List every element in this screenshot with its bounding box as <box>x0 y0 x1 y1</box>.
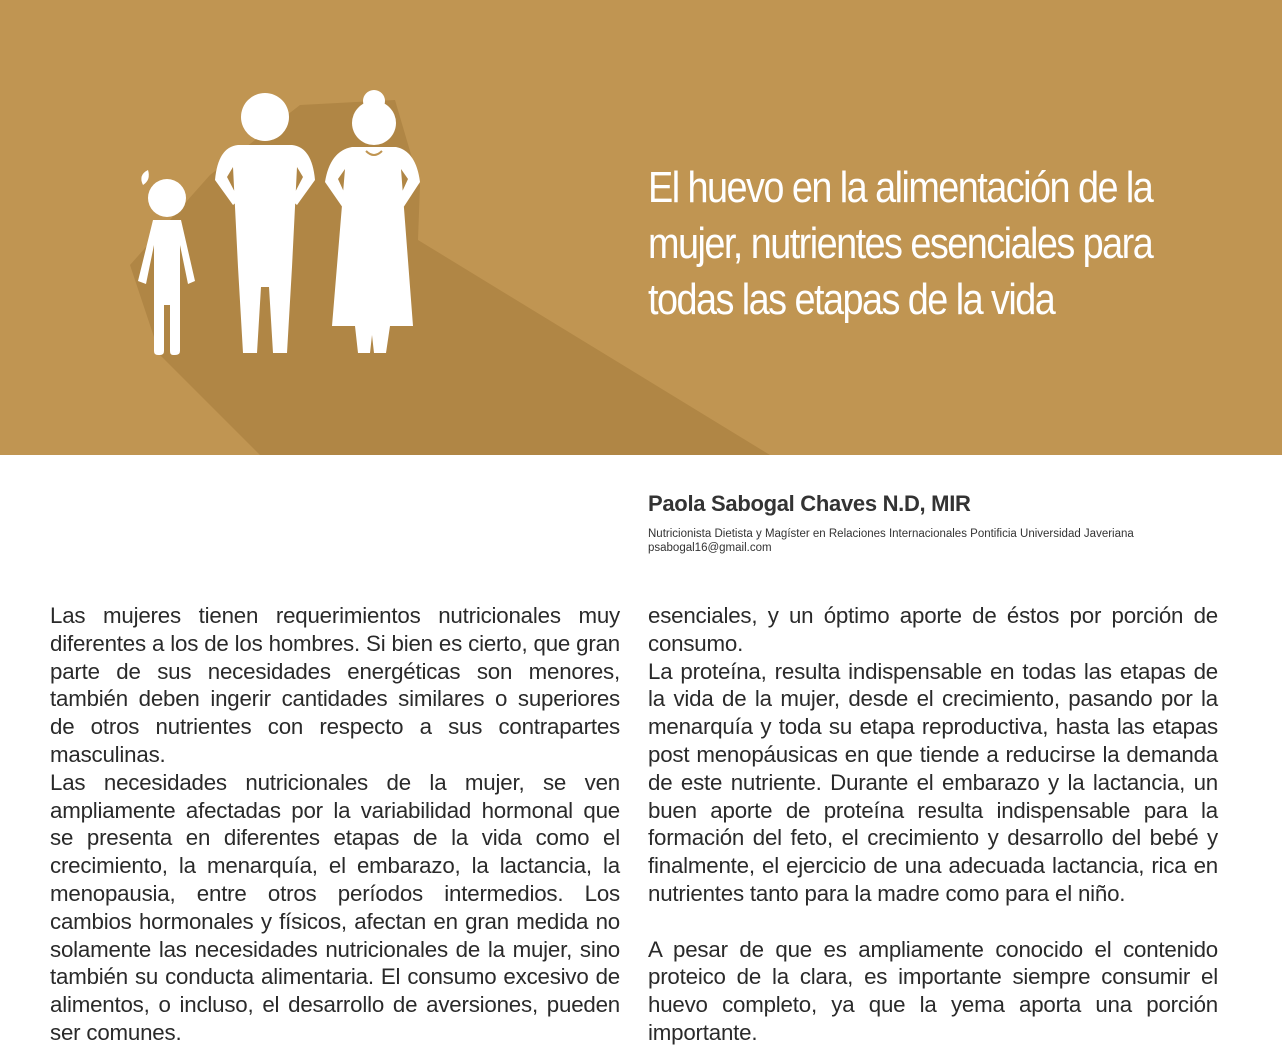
body-column-right <box>648 602 1218 1047</box>
article-title <box>648 160 1164 328</box>
paragraph: A pesar de que es ampliamente conocido el contenido proteico de la clara, es importante siempre consumir el huevo completo, ya que la yema aporta una porción importante. <box>648 936 1218 1045</box>
header-banner <box>0 0 1282 455</box>
body-column-left <box>50 602 620 1047</box>
paragraph: Las necesidades nutricionales de la mujer, se ven ampliamente afectadas por la variabilidad hormonal que se presenta en diferentes etapas de la vida como el crecimiento, la menarquía, el embarazo, la lactancia, la menopausia, entre otros períodos intermedios. Los cambios hormonales y físicos, afectan en gran medida no solamente las necesidades nutricionales de la mujer, sino también su conducta alimentaria. El consumo excesivo de alimentos, o incluso, el desarrollo de aversiones, pueden ser comunes. <box>50 769 620 1045</box>
author-name: Paola Sabogal Chaves N.D, MIR <box>648 491 971 516</box>
title-line: mujer, nutrientes esenciales para <box>648 219 1153 268</box>
title-line: El huevo en la alimentación de la <box>648 163 1153 212</box>
paragraph: Las mujeres tienen requerimientos nutricionales muy diferentes a los de los hombres. Si bien es cierto, que gran parte de sus necesidades energéticas son menores, también deben ingerir cantidades similares o superiores de otros nutrientes con respecto a sus contrapartes masculinas. <box>50 603 620 767</box>
family-women-icon <box>120 85 440 365</box>
author-credentials: Nutricionista Dietista y Magíster en Relaciones Internacionales Pontificia Universidad Javeriana <box>648 528 1134 540</box>
paragraph: La proteína, resulta indispensable en todas las etapas de la vida de la mujer, desde el crecimiento, pasando por la menarquía y toda su etapa reproductiva, hasta las etapas post menopáusicas en que tiende a reducirse la demanda de este nutriente. Durante el embarazo y la lactancia, un buen aporte de proteína resulta indispensable para la formación del feto, el crecimiento y desarrollo del bebé y finalmente, el ejercicio de una adecuada lactancia, rica en nutrientes tanto para la madre como para el niño. <box>648 658 1218 906</box>
author-email: psabogal16@gmail.com <box>648 542 772 554</box>
title-line: todas las etapas de la vida <box>648 275 1055 324</box>
paragraph: esenciales, y un óptimo aporte de éstos por porción de consumo. <box>648 603 1218 656</box>
author-meta <box>648 527 1134 555</box>
